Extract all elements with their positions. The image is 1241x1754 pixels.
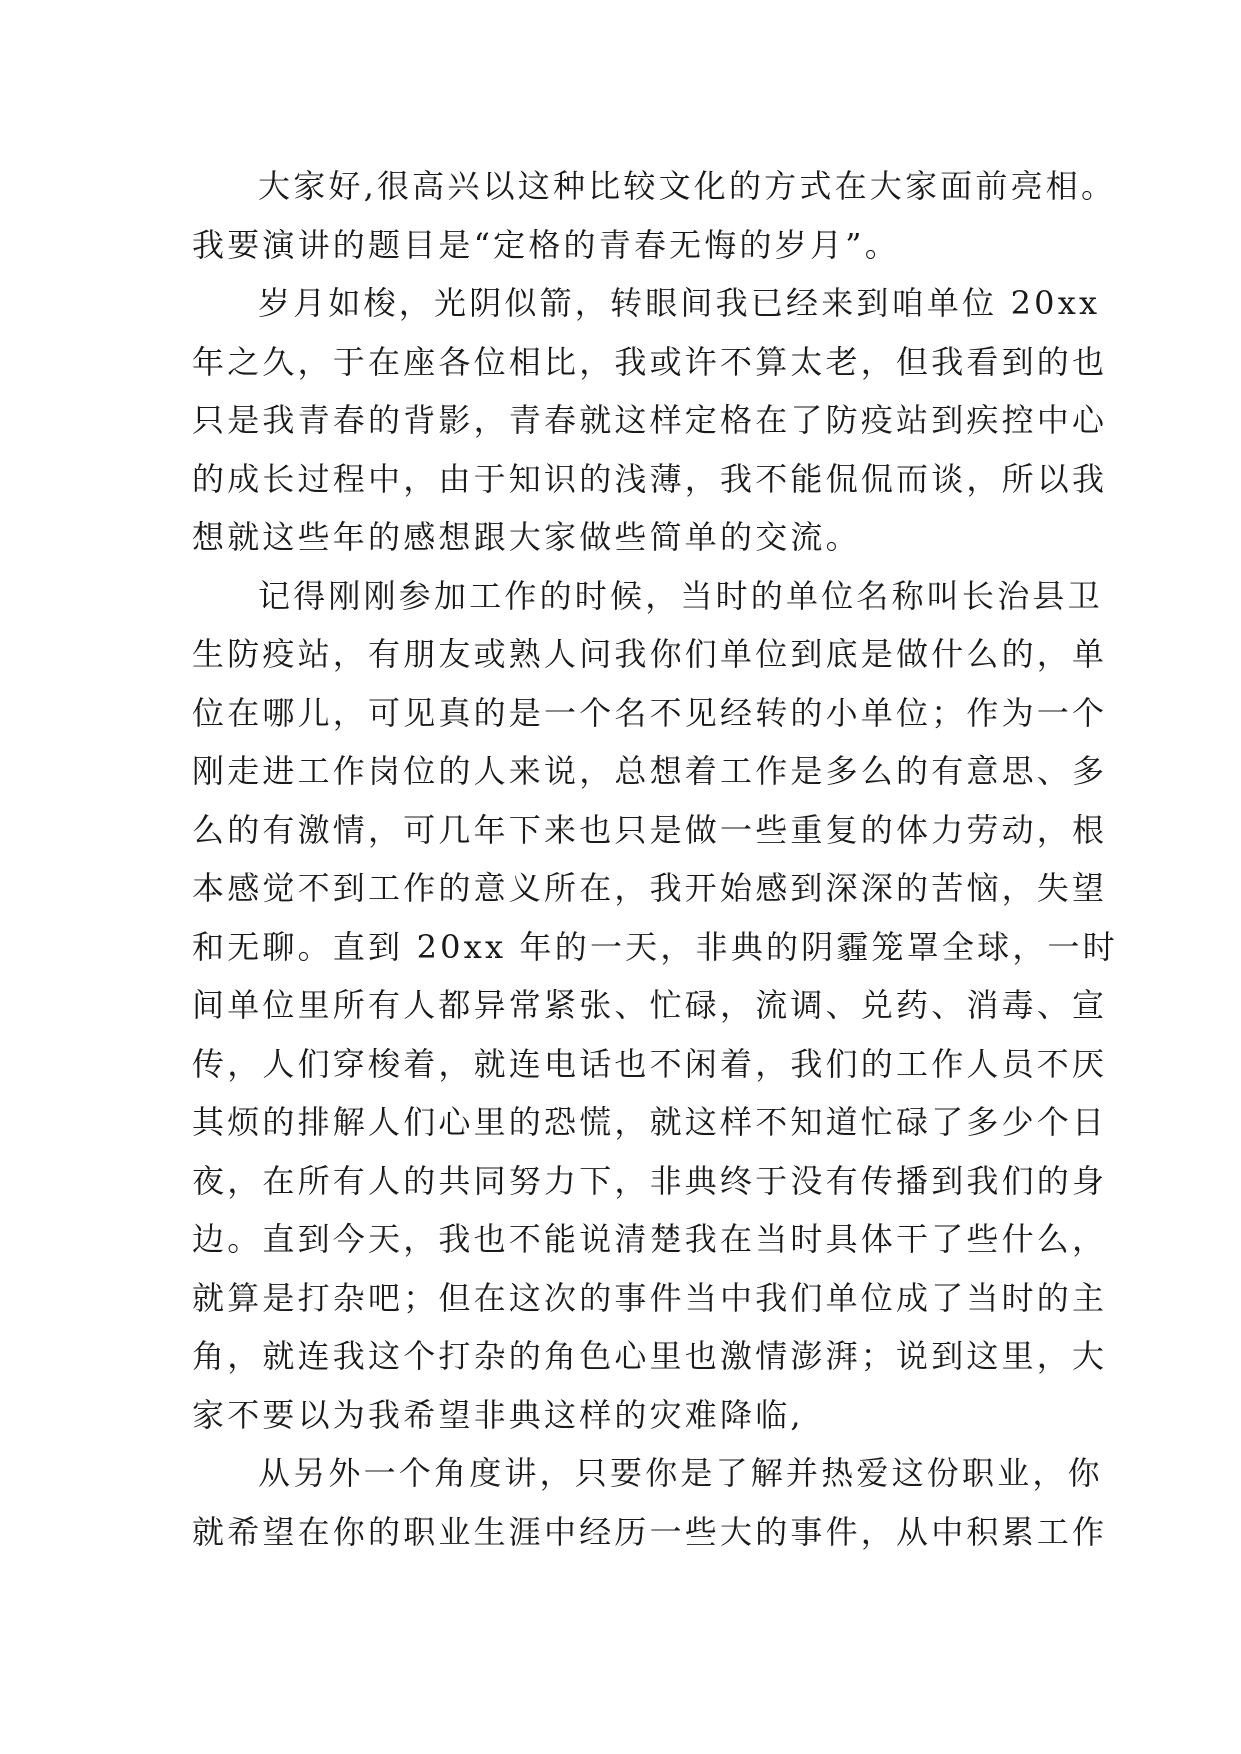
paragraph-line: 刚走进工作岗位的人来说，总想着工作是多么的有意思、多 [192,752,1108,790]
paragraph-line: 边。直到今天，我也不能说清楚我在当时具体干了些什么， [192,1220,1108,1258]
paragraph-line: 年之久，于在座各位相比，我或许不算太老，但我看到的也 [192,342,1108,381]
paragraph-line: 其烦的排解人们心里的恐慌，就这样不知道忙碌了多少个日 [192,1103,1108,1141]
paragraph-line: 岁月如梭，光阴似箭，转眼间我已经来到咱单位 20xx [258,284,1101,322]
paragraph-greeting [192,157,1117,274]
paragraph-early-work [192,567,1118,1445]
paragraph-line: 么的有激情，可几年下来也只是做一些重复的体力劳动，根 [192,810,1108,849]
paragraph-line: 我要演讲的题目是“定格的青春无悔的岁月”。 [192,225,900,264]
paragraph-line: 传，人们穿梭着，就连电话也不闲着，我们的工作人员不厌 [192,1044,1108,1083]
document-body [192,157,1118,1561]
paragraph-line: 本感觉不到工作的意义所在，我开始感到深深的苦恼，失望 [192,869,1108,907]
paragraph-another-angle [192,1444,1108,1561]
paragraph-line: 的成长过程中，由于知识的浅薄，我不能侃侃而谈，所以我 [192,459,1108,498]
paragraph-line: 角，就连我这个打杂的角色心里也激情澎湃；说到这里，大 [192,1337,1108,1375]
paragraph-line: 想就这些年的感想跟大家做些简单的交流。 [192,518,861,556]
paragraph-line: 夜，在所有人的共同努力下，非典终于没有传播到我们的身 [192,1161,1108,1200]
paragraph-line: 和无聊。直到 20xx 年的一天，非典的阴霾笼罩全球，一时 [192,927,1118,966]
paragraph-line: 家不要以为我希望非典这样的灾难降临, [192,1395,804,1434]
paragraph-line: 大家好,很高兴以这种比较文化的方式在大家面前亮相。 [258,167,1117,205]
paragraph-line: 只是我青春的背影，青春就这样定格在了防疫站到疾控中心 [192,401,1108,439]
paragraph-line: 从另外一个角度讲，只要你是了解并热爱这份职业，你 [258,1454,1103,1492]
paragraph-line: 记得刚刚参加工作的时候，当时的单位名称叫长治县卫 [258,576,1103,615]
paragraph-line: 就算是打杂吧；但在这次的事件当中我们单位成了当时的主 [192,1278,1108,1317]
paragraph-time-passing [192,274,1108,567]
paragraph-line: 间单位里所有人都异常紧张、忙碌，流调、兑药、消毒、宣 [192,986,1108,1024]
paragraph-line: 生防疫站，有朋友或熟人问我你们单位到底是做什么的，单 [192,635,1108,673]
paragraph-line: 就希望在你的职业生涯中经历一些大的事件，从中积累工作 [192,1512,1108,1551]
paragraph-line: 位在哪儿，可见真的是一个名不见经转的小单位；作为一个 [192,693,1108,732]
